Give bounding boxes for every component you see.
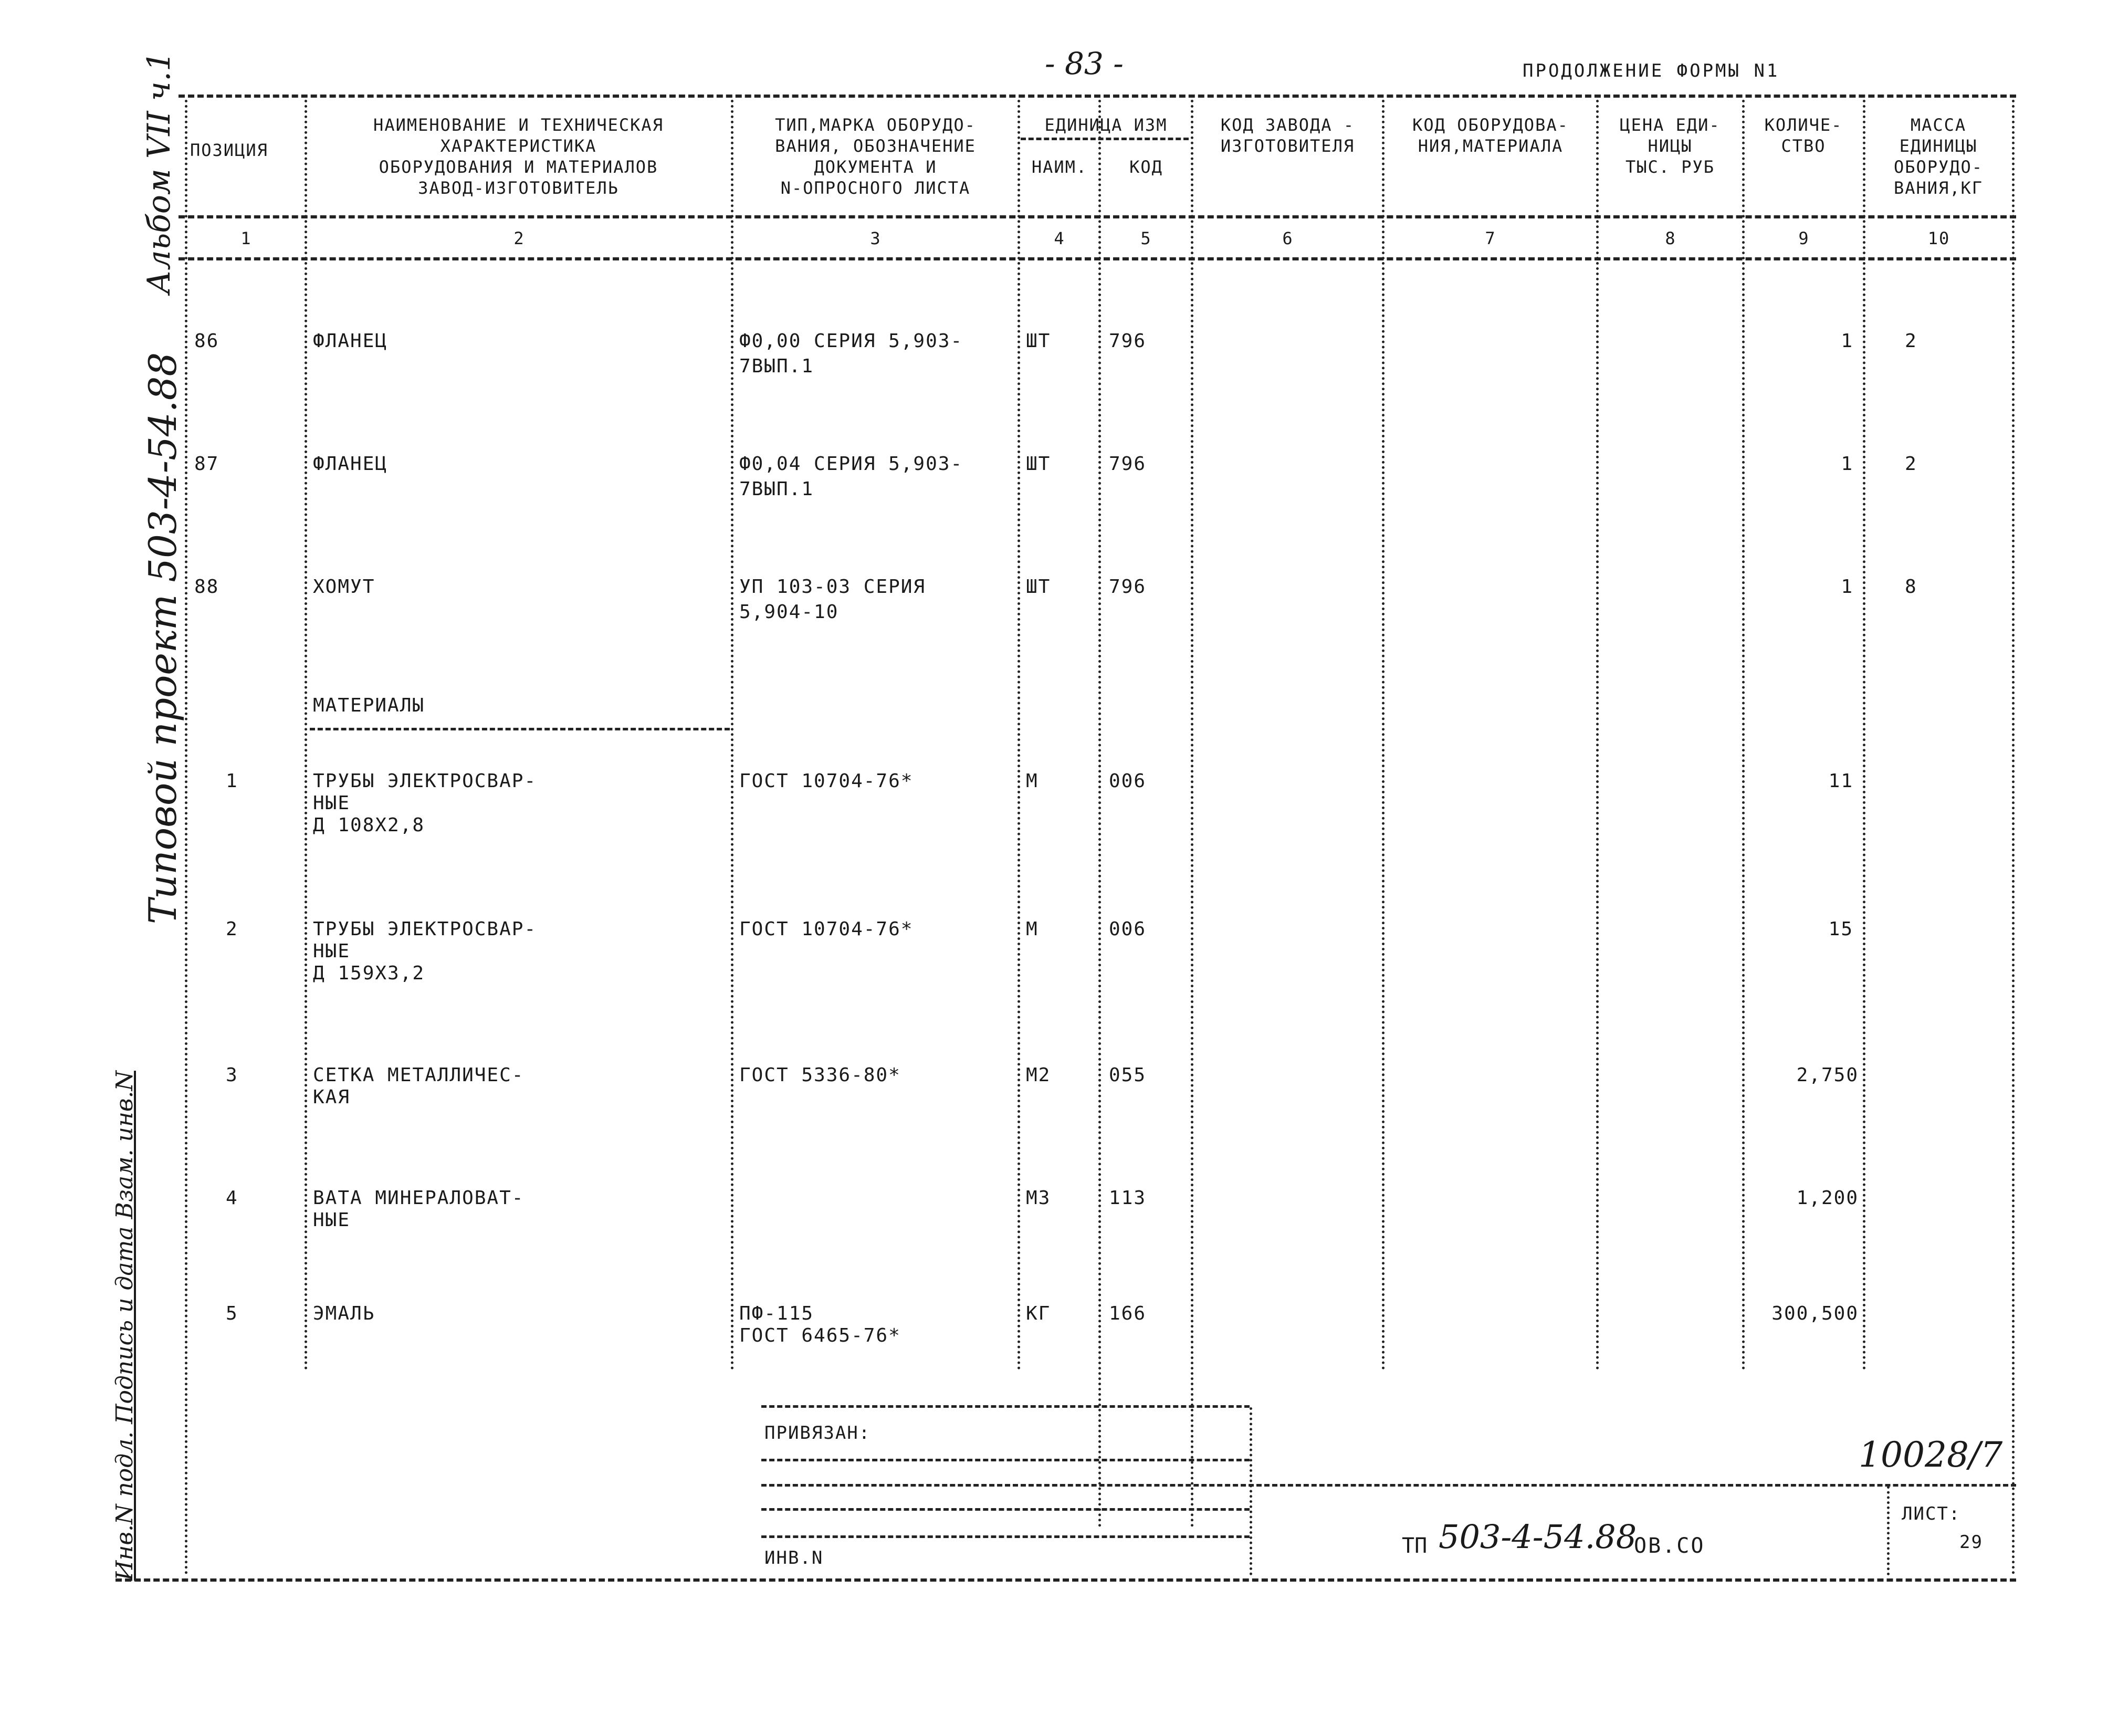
col-sep-3 <box>1018 100 1020 1371</box>
col-sep-10 <box>2012 100 2015 1575</box>
col-number-1: 1 <box>240 228 252 248</box>
row-5-code: 166 <box>1109 1303 1147 1324</box>
header-col6-line2: ИЗГОТОВИТЕЛЯ <box>1220 136 1355 156</box>
row-3-unit: М2 <box>1026 1064 1051 1086</box>
row-88-unit: ШТ <box>1026 576 1051 598</box>
row-1-name-line3: Д 108Х2,8 <box>313 814 425 836</box>
header-col8-line3: ТЫС. РУБ <box>1625 157 1715 177</box>
col-number-3: 3 <box>870 228 882 248</box>
header-col7-line1: КОД ОБОРУДОВА- <box>1412 115 1569 135</box>
stamp-line-4 <box>761 1535 1250 1538</box>
sheet-number: 29 <box>1959 1532 1983 1553</box>
row-87-qty: 1 <box>1841 453 1853 475</box>
stamp-top-border <box>761 1405 1250 1408</box>
row-5-type-line2: ГОСТ 6465-76* <box>739 1325 901 1346</box>
header-col2-line4: ЗАВОД-ИЗГОТОВИТЕЛЬ <box>418 178 619 198</box>
row-86-name: ФЛАНЕЦ <box>313 330 388 352</box>
col-sep-4 <box>1098 100 1101 1528</box>
materials-heading-underline <box>310 728 730 730</box>
header-col7-line2: НИЯ,МАТЕРИАЛА <box>1418 136 1564 156</box>
header-col1: ПОЗИЦИЯ <box>190 140 268 160</box>
row-5-name: ЭМАЛЬ <box>313 1303 375 1324</box>
header-col3-line4: N-ОПРОСНОГО ЛИСТА <box>780 178 971 198</box>
col-sep-0 <box>185 100 187 1575</box>
unit-subheader-divider <box>1021 138 1189 140</box>
row-4-pos: 4 <box>226 1187 238 1209</box>
stamp-bound-label: ПРИВЯЗАН: <box>764 1423 871 1444</box>
header-col10-line2: ЕДИНИЦЫ <box>1899 136 1978 156</box>
row-4-qty: 1,200 <box>1796 1187 1859 1209</box>
row-1-name-line1: ТРУБЫ ЭЛЕКТРОСВАР- <box>313 770 537 792</box>
col-number-4: 4 <box>1054 228 1065 248</box>
row-87-name: ФЛАНЕЦ <box>313 453 388 475</box>
header-col9-line2: СТВО <box>1781 136 1826 156</box>
col-sep-9 <box>1863 100 1865 1371</box>
row-5-pos: 5 <box>226 1303 238 1324</box>
col-sep-8 <box>1742 100 1745 1371</box>
row-5-unit: КГ <box>1026 1303 1051 1324</box>
col-sep-7 <box>1596 100 1599 1371</box>
stamp-line-2 <box>761 1484 2016 1487</box>
col-number-7: 7 <box>1485 228 1496 248</box>
row-2-name-line2: НЫЕ <box>313 940 351 962</box>
col-number-9: 9 <box>1798 228 1810 248</box>
col-number-10: 10 <box>1927 228 1950 248</box>
row-88-type-line2: 5,904-10 <box>739 601 839 623</box>
row-1-name-line2: НЫЕ <box>313 792 351 814</box>
row-88-code: 796 <box>1109 576 1147 598</box>
col-sep-6 <box>1382 100 1385 1371</box>
row-87-pos: 87 <box>194 453 219 475</box>
row-88-name: ХОМУТ <box>313 576 375 598</box>
row-3-pos: 3 <box>226 1064 238 1086</box>
row-1-qty: 11 <box>1828 770 1853 792</box>
col-sep-1 <box>305 100 307 1371</box>
header-col6-line1: КОД ЗАВОДА - <box>1220 115 1355 135</box>
header-col8-line2: НИЦЫ <box>1648 136 1693 156</box>
col-number-8: 8 <box>1665 228 1676 248</box>
row-2-qty: 15 <box>1828 918 1853 940</box>
header-col10-line1: МАССА <box>1910 115 1967 135</box>
header-col10-line3: ОБОРУДО- <box>1893 157 1984 177</box>
row-3-name-line2: КАЯ <box>313 1086 351 1108</box>
row-3-name-line1: СЕТКА МЕТАЛЛИЧЕС- <box>313 1064 525 1086</box>
row-87-type-line2: 7ВЫП.1 <box>739 478 814 500</box>
row-1-code: 006 <box>1109 770 1147 792</box>
stamp-sep-1 <box>1250 1407 1252 1575</box>
row-87-type-line1: Ф0,04 СЕРИЯ 5,903- <box>739 453 963 475</box>
form-continuation-label: ПРОДОЛЖЕНИЕ ФОРМЫ N1 <box>1523 60 1780 81</box>
sheet-label: ЛИСТ: <box>1902 1503 1961 1524</box>
row-4-code: 113 <box>1109 1187 1147 1209</box>
table-bottom-border <box>116 1578 2016 1582</box>
col-number-6: 6 <box>1282 228 1294 248</box>
row-88-mass: 8 <box>1905 576 1917 598</box>
numbers-bottom-border <box>179 257 2016 260</box>
header-col45: ЕДИНИЦА ИЗМ <box>1044 115 1168 135</box>
row-87-code: 796 <box>1109 453 1147 475</box>
row-86-type-line1: Ф0,00 СЕРИЯ 5,903- <box>739 330 963 352</box>
row-86-qty: 1 <box>1841 330 1853 352</box>
header-col5: КОД <box>1129 157 1163 177</box>
row-2-code: 006 <box>1109 918 1147 940</box>
row-86-mass: 2 <box>1905 330 1917 352</box>
sheet-box-sep <box>1887 1486 1890 1575</box>
header-col8-line1: ЦЕНА ЕДИ- <box>1620 115 1721 135</box>
row-2-name-line3: Д 159Х3,2 <box>313 963 425 984</box>
header-bottom-border <box>179 215 2016 218</box>
row-86-pos: 86 <box>194 330 219 352</box>
document-code-handwritten: 503-4-54.88 <box>1439 1518 1637 1556</box>
row-2-pos: 2 <box>226 918 238 940</box>
header-col9-line1: КОЛИЧЕ- <box>1764 115 1843 135</box>
row-86-code: 796 <box>1109 330 1147 352</box>
header-col2-line3: ОБОРУДОВАНИЯ И МАТЕРИАЛОВ <box>379 157 658 177</box>
header-col3-line1: ТИП,МАРКА ОБОРУДО- <box>775 115 976 135</box>
row-3-qty: 2,750 <box>1796 1064 1859 1086</box>
stamp-line-3 <box>761 1508 1250 1511</box>
signature-block-labels: Инв.N подл. Подпись и дата Взам. инв.N <box>111 1071 138 1581</box>
row-4-name-line2: НЫЕ <box>313 1209 351 1231</box>
row-1-pos: 1 <box>226 770 238 792</box>
order-number-handwritten: 10028/7 <box>1859 1435 2003 1475</box>
row-5-qty: 300,500 <box>1771 1303 1859 1324</box>
col-number-2: 2 <box>513 228 525 248</box>
row-1-unit: М <box>1026 770 1039 792</box>
row-88-pos: 88 <box>194 576 219 598</box>
row-88-type-line1: УП 103-03 СЕРИЯ <box>739 576 926 598</box>
row-86-unit: ШТ <box>1026 330 1051 352</box>
row-2-name-line1: ТРУБЫ ЭЛЕКТРОСВАР- <box>313 918 537 940</box>
row-88-qty: 1 <box>1841 576 1853 598</box>
materials-heading: МАТЕРИАЛЫ <box>313 695 425 716</box>
row-86-type-line2: 7ВЫП.1 <box>739 355 814 377</box>
row-87-mass: 2 <box>1905 453 1917 475</box>
row-2-unit: М <box>1026 918 1039 940</box>
header-col2-line1: НАИМЕНОВАНИЕ И ТЕХНИЧЕСКАЯ <box>373 115 664 135</box>
document-code-suffix: ОВ.СО <box>1634 1534 1705 1558</box>
header-col10-line4: ВАНИЯ,КГ <box>1893 178 1984 198</box>
header-col2-line2: ХАРАКТЕРИСТИКА <box>440 136 597 156</box>
header-col4: НАИМ. <box>1031 157 1088 177</box>
page-number: - 83 - <box>1045 46 1124 81</box>
col-sep-2 <box>731 100 733 1371</box>
table-top-border <box>179 95 2016 98</box>
stamp-inv-label: ИНВ.N <box>764 1547 824 1568</box>
document-code-prefix: ТП <box>1402 1534 1428 1558</box>
row-87-unit: ШТ <box>1026 453 1051 475</box>
col-number-5: 5 <box>1140 228 1152 248</box>
row-3-code: 055 <box>1109 1064 1147 1086</box>
album-stamp: Альбом VII ч.1 <box>141 51 177 294</box>
row-2-type: ГОСТ 10704-76* <box>739 918 914 940</box>
project-stamp: Типовой проект 503-4-54.88 <box>141 352 185 924</box>
header-col3-line3: ДОКУМЕНТА И <box>814 157 937 177</box>
row-5-type-line1: ПФ-115 <box>739 1303 814 1324</box>
row-4-name-line1: ВАТА МИНЕРАЛОВАТ- <box>313 1187 525 1209</box>
row-1-type: ГОСТ 10704-76* <box>739 770 914 792</box>
stamp-line-1 <box>761 1459 1250 1461</box>
col-sep-5 <box>1191 100 1193 1528</box>
row-3-type: ГОСТ 5336-80* <box>739 1064 901 1086</box>
row-4-unit: М3 <box>1026 1187 1051 1209</box>
header-col3-line2: ВАНИЯ, ОБОЗНАЧЕНИЕ <box>775 136 976 156</box>
